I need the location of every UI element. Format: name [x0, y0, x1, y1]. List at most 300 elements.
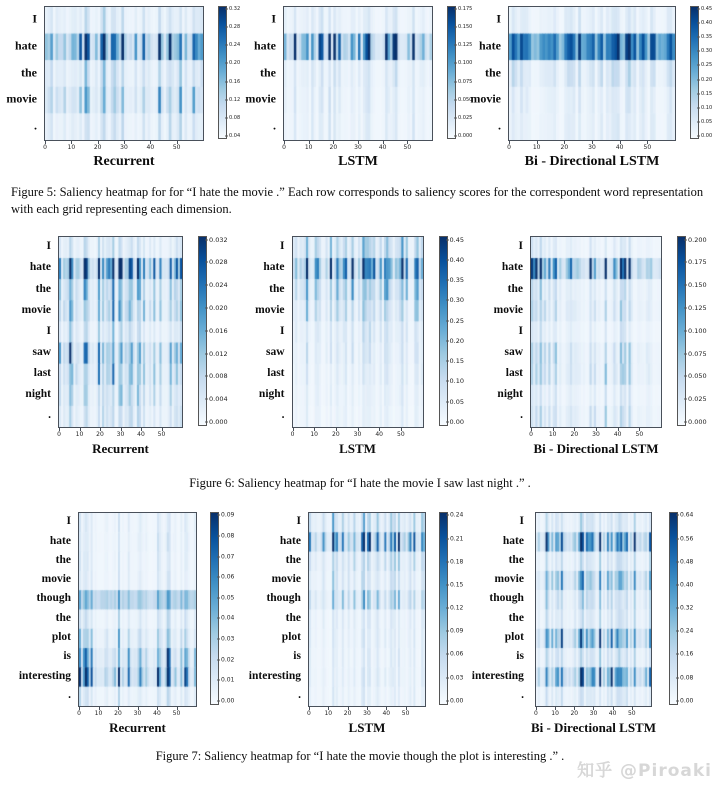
word-label: .: [520, 409, 523, 422]
colorbar-tick-mark: [697, 51, 700, 52]
panel-title: LSTM: [348, 719, 386, 735]
panel-title: Bi - Directional LSTM: [530, 719, 656, 735]
colorbar-tick-mark: [225, 63, 228, 64]
colorbar-tick-label: 0.08: [680, 674, 694, 682]
colorbar-tick-mark: [697, 136, 700, 137]
x-tick-label: 40: [153, 709, 161, 717]
colorbar-tick-label: 0.32: [680, 604, 694, 612]
x-tick-label: 40: [375, 430, 383, 438]
colorbar-tick-label: 0.050: [458, 96, 473, 103]
colorbar-tick-mark: [684, 330, 687, 331]
colorbar-tick-mark: [676, 677, 679, 678]
colorbar-tick-mark: [225, 45, 228, 46]
colorbar-tick-label: 0.05: [449, 397, 464, 406]
x-tick-label: 30: [353, 430, 362, 438]
colorbar-tick-label: 0.150: [458, 23, 473, 30]
colorbar-ticks: [227, 6, 244, 139]
word-row-labels: [246, 236, 292, 426]
colorbar-tick-label: 0.20: [449, 336, 464, 345]
word-row-labels: [245, 6, 283, 139]
word-label: the: [508, 611, 524, 624]
word-label: night: [25, 388, 51, 401]
word-label: last: [505, 366, 523, 379]
word-label: though: [489, 592, 524, 605]
colorbar-tick-mark: [454, 45, 457, 46]
colorbar-tick-label: 0.20: [701, 76, 713, 83]
word-label: last: [267, 366, 285, 379]
saliency-heatmap-canvas: [283, 6, 433, 141]
x-tick-label: 10: [94, 709, 103, 717]
colorbar-tick-label: 0.08: [221, 532, 235, 540]
colorbar-tick-label: 0.15: [449, 357, 464, 366]
colorbar-ticks: [678, 512, 702, 705]
colorbar-tick-mark: [697, 22, 700, 23]
word-label: I: [66, 515, 71, 528]
word-label: is: [63, 650, 71, 663]
x-tick-label: 0: [534, 709, 538, 717]
word-row-labels: [248, 512, 308, 705]
word-label: though: [36, 592, 71, 605]
word-label: interesting: [471, 669, 524, 682]
colorbar-tick-label: 0.05: [701, 119, 713, 126]
colorbar-tick-mark: [446, 654, 449, 655]
colorbar-tick-label: 0.075: [458, 78, 473, 85]
colorbar-tick-label: 0.40: [701, 19, 713, 26]
colorbar-tick-mark: [454, 136, 457, 137]
word-label: night: [497, 388, 523, 401]
colorbar-tick-mark: [684, 307, 687, 308]
x-tick-label: 40: [613, 430, 622, 438]
figure-6-heatmaps: [0, 236, 720, 457]
colorbar: [198, 236, 233, 426]
colorbar-tick-label: 0.100: [458, 60, 473, 67]
colorbar-tick-label: 0.150: [688, 281, 707, 290]
colorbar-tick-mark: [446, 239, 449, 240]
colorbar-ticks: [448, 512, 472, 705]
word-label: the: [55, 553, 71, 566]
colorbar-tick-label: 0.12: [449, 604, 464, 612]
colorbar-tick-label: 0.30: [449, 296, 464, 305]
word-label: I: [32, 11, 37, 26]
colorbar-tick-mark: [454, 63, 457, 64]
colorbar-tick-mark: [676, 515, 679, 516]
colorbar: [439, 512, 472, 705]
colorbar-tick-label: 0.00: [680, 697, 694, 705]
colorbar-tick-mark: [697, 93, 700, 94]
colorbar-tick-label: 0.08: [229, 115, 241, 122]
colorbar: [677, 236, 712, 426]
colorbar-tick-mark: [217, 556, 220, 557]
word-label: movie: [21, 303, 51, 316]
colorbar-tick-mark: [684, 239, 687, 240]
colorbar-tick-mark: [676, 538, 679, 539]
colorbar-tick-label: 0.12: [229, 96, 241, 103]
colorbar-tick-label: 0.06: [449, 650, 464, 658]
colorbar-tick-mark: [217, 577, 220, 578]
word-label: plot: [51, 631, 71, 644]
colorbar-tick-mark: [217, 536, 220, 537]
colorbar-tick-mark: [225, 118, 228, 119]
colorbar-tick-label: 0.40: [449, 255, 464, 264]
word-label: the: [21, 65, 37, 79]
colorbar-tick-mark: [205, 353, 208, 354]
colorbar-tick-label: 0.45: [701, 5, 713, 12]
colorbar-tick-mark: [217, 618, 220, 619]
x-tick-label: 20: [332, 430, 340, 438]
figure-6-caption: Figure 6: Saliency heatmap for “I hate the movie I saw last night .” .: [189, 475, 531, 490]
colorbar-tick-label: 0.01: [221, 676, 235, 684]
saliency-heatmap-canvas: [58, 236, 183, 428]
colorbar-tick-mark: [684, 376, 687, 377]
word-label: hate: [29, 261, 51, 274]
colorbar-tick-label: 0.175: [688, 258, 707, 267]
colorbar-tick-label: 0.125: [688, 303, 707, 312]
word-label: movie: [494, 573, 524, 586]
x-tick-label: 20: [96, 430, 104, 438]
panel-title: Recurrent: [93, 154, 155, 169]
colorbar-tick-label: 0.09: [449, 627, 464, 635]
x-tick-label: 50: [627, 709, 636, 717]
word-label: the: [35, 282, 51, 295]
x-axis: [509, 141, 675, 152]
colorbar-tick-label: 0.07: [221, 553, 235, 561]
colorbar-tick-label: 0.00: [449, 417, 464, 426]
colorbar-tick-mark: [446, 561, 449, 562]
figure-7-caption: Figure 7: Saliency heatmap for “I hate the movie though the plot is interesting .” .: [155, 748, 565, 763]
word-label: .: [273, 118, 276, 133]
colorbar-tick-label: 0.18: [449, 558, 464, 566]
colorbar-tick-mark: [676, 654, 679, 655]
x-tick-label: 20: [570, 709, 579, 717]
colorbar-tick-mark: [684, 285, 687, 286]
colorbar-tick-label: 0.02: [221, 656, 235, 664]
saliency-heatmap-canvas: [292, 236, 424, 428]
x-axis: [59, 428, 182, 439]
colorbar-tick-mark: [205, 376, 208, 377]
colorbar-tick-mark: [225, 136, 228, 137]
panel-title: Recurrent: [92, 440, 149, 456]
colorbar-tick-mark: [217, 700, 220, 701]
word-label: I: [280, 240, 285, 253]
colorbar-tick-mark: [446, 538, 449, 539]
x-tick-label: 0: [43, 144, 47, 151]
colorbar-tick-label: 0.30: [701, 48, 713, 55]
colorbar-tick-label: 0.45: [449, 235, 464, 244]
x-tick-label: 10: [304, 144, 313, 151]
colorbar-tick-mark: [446, 515, 449, 516]
colorbar: [210, 512, 243, 705]
colorbar-tick-label: 0.175: [458, 5, 473, 12]
word-label: plot: [504, 631, 524, 644]
word-label: I: [519, 515, 524, 528]
colorbar-tick-mark: [684, 421, 687, 422]
word-label: I: [46, 324, 51, 337]
colorbar-tick-mark: [684, 262, 687, 263]
x-tick-label: 20: [329, 144, 338, 151]
colorbar-tick-label: 0.016: [209, 326, 228, 335]
word-label: movie: [271, 573, 301, 586]
colorbar-tick-mark: [446, 700, 449, 701]
x-tick-label: 10: [67, 144, 76, 151]
word-label: .: [298, 688, 301, 701]
colorbar-tick-label: 0.24: [229, 42, 241, 49]
colorbar-tick-mark: [697, 107, 700, 108]
word-label: movie: [245, 91, 276, 106]
x-tick-label: 30: [133, 709, 142, 717]
panel-title: Bi - Directional LSTM: [533, 440, 659, 456]
word-label: hate: [254, 38, 276, 53]
saliency-heatmap-canvas: [508, 6, 676, 141]
colorbar-tick-mark: [697, 79, 700, 80]
x-tick-label: 50: [635, 430, 644, 438]
word-label: the: [508, 553, 524, 566]
word-label: hate: [279, 534, 301, 547]
colorbar-tick-mark: [676, 631, 679, 632]
x-tick-label: 30: [592, 430, 600, 438]
colorbar-tick-label: 0.15: [701, 90, 713, 97]
saliency-heatmap-canvas: [530, 236, 662, 428]
colorbar-tick-label: 0.24: [680, 627, 694, 635]
colorbar-tick-mark: [205, 307, 208, 308]
word-label: I: [496, 11, 501, 26]
colorbar-ticks: [448, 236, 474, 426]
colorbar-gradient: [210, 512, 219, 705]
colorbar-tick-mark: [446, 584, 449, 585]
x-tick-label: 30: [588, 144, 596, 151]
colorbar-ticks: [456, 6, 473, 139]
colorbar-ticks: [207, 236, 233, 426]
word-label: saw: [265, 345, 285, 358]
word-row-labels: [486, 236, 530, 426]
word-label: .: [48, 409, 51, 422]
word-label: saw: [504, 345, 523, 358]
word-row-labels: [471, 512, 531, 705]
x-tick-label: 10: [75, 430, 84, 438]
colorbar-tick-label: 0.020: [209, 303, 228, 312]
figure-5-caption: Figure 5: Saliency heatmap for for “I hate the movie .” Each row corresponds to saliency scores for the correspondent word representation with each grid representing each dimension.: [11, 185, 704, 216]
colorbar-tick-mark: [225, 8, 228, 9]
heatmap-panel-recurrent: [20, 512, 243, 736]
colorbar-tick-label: 0.10: [701, 104, 713, 111]
x-tick-label: 0: [77, 709, 81, 717]
colorbar-tick-mark: [697, 37, 700, 38]
colorbar-tick-mark: [217, 515, 220, 516]
colorbar-tick-label: 0.16: [229, 78, 241, 85]
colorbar-tick-label: 0.25: [449, 316, 464, 325]
colorbar-tick-mark: [676, 561, 679, 562]
word-label: the: [507, 282, 523, 295]
x-axis: [309, 707, 425, 718]
colorbar-tick-label: 0.008: [209, 372, 228, 381]
colorbar-tick-mark: [225, 81, 228, 82]
x-tick-label: 30: [354, 144, 362, 151]
x-tick-label: 10: [551, 709, 559, 717]
x-tick-label: 0: [57, 430, 61, 438]
x-tick-label: 30: [120, 144, 128, 151]
colorbar-tick-mark: [454, 8, 457, 9]
heatmap-panel-lstm: [246, 236, 474, 457]
colorbar-tick-mark: [684, 399, 687, 400]
colorbar-tick-label: 0.56: [680, 535, 694, 543]
colorbar-tick-mark: [217, 659, 220, 660]
word-label: movie: [41, 573, 71, 586]
colorbar-tick-mark: [697, 65, 700, 66]
colorbar-tick-mark: [446, 361, 449, 362]
word-label: hate: [501, 261, 523, 274]
word-label: last: [33, 366, 51, 379]
colorbar: [690, 6, 716, 139]
x-tick-label: 20: [343, 709, 352, 717]
colorbar-tick-label: 0.48: [680, 558, 694, 566]
colorbar-tick-mark: [446, 677, 449, 678]
x-tick-label: 0: [529, 430, 533, 438]
colorbar-tick-mark: [446, 340, 449, 341]
colorbar-tick-label: 0.050: [688, 372, 707, 381]
colorbar-tick-label: 0.100: [688, 326, 707, 335]
word-label: I: [46, 240, 51, 253]
x-tick-label: 40: [382, 709, 391, 717]
heatmap-panel-lstm: [248, 511, 472, 736]
x-tick-label: 40: [615, 144, 624, 151]
colorbar-tick-mark: [446, 259, 449, 260]
word-label: hate: [263, 261, 285, 274]
word-label: interesting: [248, 669, 301, 682]
word-label: hate: [502, 534, 524, 547]
x-axis: [531, 428, 661, 439]
saliency-heatmap-canvas: [78, 512, 197, 707]
colorbar-tick-mark: [225, 26, 228, 27]
colorbar-tick-mark: [205, 421, 208, 422]
x-tick-label: 0: [307, 709, 311, 717]
colorbar-tick-mark: [205, 262, 208, 263]
colorbar-tick-label: 0.35: [449, 276, 464, 285]
colorbar-tick-mark: [205, 285, 208, 286]
word-row-labels: [6, 236, 58, 426]
x-tick-label: 50: [403, 144, 412, 151]
colorbar-tick-label: 0.000: [458, 133, 473, 140]
word-label: movie: [470, 91, 501, 106]
colorbar-tick-label: 0.025: [688, 395, 707, 404]
colorbar-tick-mark: [446, 280, 449, 281]
heatmap-panel-lstm: [245, 5, 473, 170]
colorbar-tick-label: 0.05: [221, 594, 235, 602]
colorbar-tick-mark: [446, 300, 449, 301]
colorbar-tick-mark: [454, 81, 457, 82]
colorbar-tick-mark: [217, 597, 220, 598]
x-tick-label: 0: [290, 430, 295, 438]
x-tick-label: 0: [507, 144, 511, 151]
panel-title: Recurrent: [109, 719, 166, 735]
x-axis: [290, 428, 423, 439]
x-tick-label: 30: [589, 709, 598, 717]
word-label: I: [280, 324, 285, 337]
colorbar: [447, 6, 473, 139]
colorbar-tick-mark: [446, 320, 449, 321]
word-label: .: [68, 688, 71, 701]
colorbar-tick-label: 0.032: [209, 235, 228, 244]
colorbar-tick-mark: [454, 99, 457, 100]
colorbar-tick-mark: [454, 118, 457, 119]
colorbar-tick-label: 0.06: [221, 573, 235, 581]
word-label: the: [55, 611, 71, 624]
colorbar-tick-label: 0.24: [449, 511, 464, 519]
colorbar-ticks: [686, 236, 712, 426]
word-label: the: [285, 553, 301, 566]
word-label: plot: [281, 631, 301, 644]
colorbar-tick-mark: [217, 680, 220, 681]
colorbar-tick-label: 0.00: [701, 133, 713, 140]
panel-title: LSTM: [338, 154, 378, 169]
colorbar-tick-label: 0.04: [229, 133, 241, 140]
word-label: is: [293, 650, 301, 663]
word-label: movie: [255, 303, 285, 316]
word-label: .: [498, 118, 501, 133]
word-row-labels: [2, 6, 44, 139]
panel-title: LSTM: [339, 440, 376, 456]
colorbar-tick-label: 0.000: [209, 417, 228, 426]
word-label: movie: [6, 91, 37, 106]
colorbar-tick-label: 0.04: [221, 614, 235, 622]
colorbar-tick-mark: [205, 399, 208, 400]
x-tick-label: 20: [93, 144, 102, 151]
colorbar-tick-label: 0.025: [458, 115, 473, 122]
figure-7-heatmaps: [0, 512, 720, 736]
panel-title: Bi - Directional LSTM: [524, 154, 660, 169]
colorbar-tick-label: 0.10: [449, 377, 464, 386]
colorbar-gradient: [690, 6, 699, 139]
colorbar-tick-mark: [446, 381, 449, 382]
x-tick-label: 10: [548, 430, 557, 438]
x-tick-label: 30: [363, 709, 371, 717]
colorbar-tick-mark: [446, 401, 449, 402]
x-axis: [284, 141, 432, 152]
word-label: hate: [15, 38, 37, 53]
saliency-heatmap-canvas: [44, 6, 204, 141]
saliency-heatmap-canvas: [535, 512, 652, 707]
colorbar-tick-mark: [446, 608, 449, 609]
word-label: saw: [32, 345, 51, 358]
colorbar-tick-label: 0.028: [209, 258, 228, 267]
colorbar-ticks: [219, 512, 243, 705]
x-tick-label: 20: [560, 144, 569, 151]
x-axis: [79, 707, 196, 718]
word-label: .: [281, 409, 285, 422]
word-label: movie: [493, 303, 523, 316]
word-label: the: [285, 611, 301, 624]
colorbar-tick-mark: [697, 8, 700, 9]
word-label: though: [266, 592, 301, 605]
colorbar-tick-mark: [446, 421, 449, 422]
colorbar-tick-label: 0.000: [688, 417, 707, 426]
word-label: the: [260, 65, 276, 79]
x-tick-label: 30: [116, 430, 125, 438]
x-axis: [45, 141, 203, 152]
word-label: the: [269, 282, 285, 295]
x-tick-label: 50: [172, 144, 181, 151]
colorbar-tick-mark: [446, 631, 449, 632]
colorbar: [218, 6, 244, 139]
colorbar-tick-label: 0.28: [229, 23, 241, 30]
colorbar-tick-mark: [225, 99, 228, 100]
colorbar-tick-label: 0.03: [221, 635, 235, 643]
heatmap-panel-recurrent: [2, 6, 244, 170]
x-axis: [536, 707, 651, 718]
colorbar-tick-label: 0.40: [680, 581, 694, 589]
saliency-heatmap-canvas: [308, 512, 426, 707]
word-label: .: [34, 118, 37, 133]
colorbar-tick-mark: [205, 330, 208, 331]
colorbar-tick-label: 0.09: [221, 511, 235, 519]
